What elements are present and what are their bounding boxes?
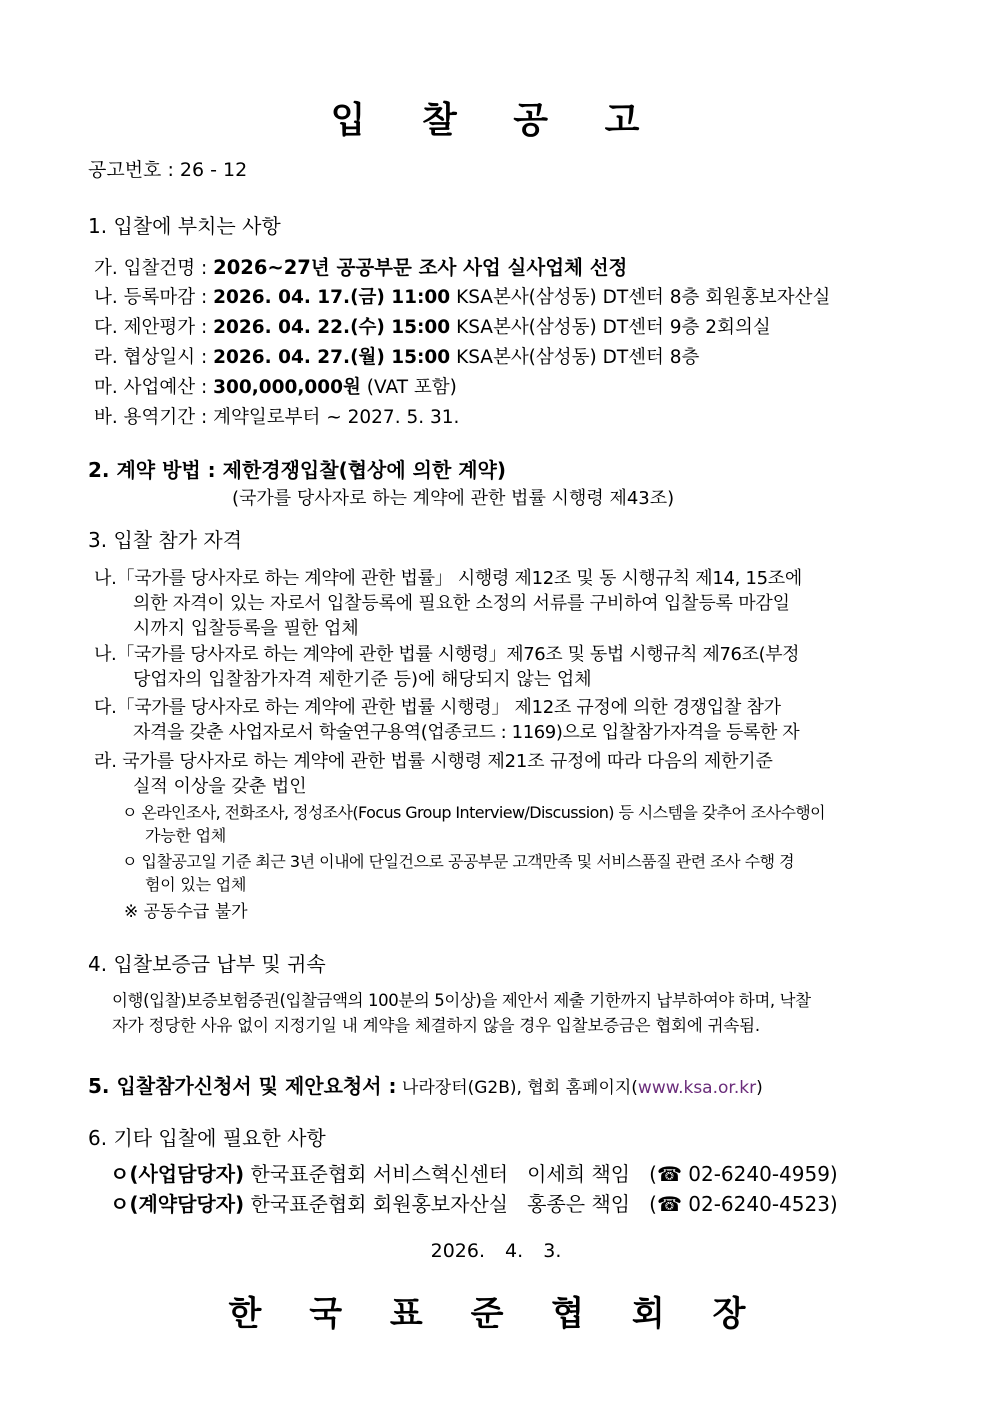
contact-text: 한국표준협회 회원홍보자산실 홍종은 책임 (☎ 02-6240-4523) [244, 1192, 838, 1216]
requirement-bullet: 험이 있는 업체 [145, 875, 247, 894]
requirement-bullet: 가능한 업체 [145, 826, 227, 845]
deposit-line: 자가 정당한 사유 없이 지정기일 내 계약을 체결하지 않을 경우 입찰보증금은 협회에 귀속됨. [112, 1016, 760, 1035]
qualification-line: 의한 자격이 있는 자로서 입찰등록에 필요한 소정의 서류를 구비하여 입찰등록 마감일 [133, 593, 790, 614]
section2-heading: 2. 계약 방법 : 제한경쟁입찰(협상에 의한 계약) [88, 458, 507, 482]
item-service-period [94, 403, 459, 429]
item-value: 300,000,000원 [213, 377, 361, 398]
item-proposal-evaluation [94, 313, 771, 339]
item-extra: (VAT 포함) [360, 377, 457, 398]
section2-note: (국가를 당사자로 하는 계약에 관한 법률 시행령 제43조) [232, 488, 675, 509]
item-extra: KSA본사(삼성동) DT센터 9층 2회의실 [450, 317, 771, 338]
contact-text: 한국표준협회 서비스혁신센터 이세희 책임 (☎ 02-6240-4959) [244, 1162, 838, 1186]
qualification-line: 시까지 입찰등록을 필한 업체 [133, 618, 359, 639]
contact-business [110, 1158, 838, 1187]
item-label: 다. 제안평가 : [94, 317, 214, 338]
section5-close: ) [756, 1078, 763, 1098]
notice-number: 공고번호 : 26 - 12 [88, 159, 248, 181]
item-negotiation-date [94, 343, 699, 369]
section6-heading: 6. 기타 입찰에 필요한 사항 [88, 1126, 326, 1150]
joint-bid-footnote: ※ 공동수급 불가 [124, 902, 248, 922]
deposit-line: 이행(입찰)보증보험증권(입찰금액의 100분의 5이상)을 제안서 제출 기한까지 납부하여야 하며, 낙찰 [112, 991, 811, 1010]
contact-role: ㅇ(사업담당자) [110, 1162, 245, 1186]
qualification-line: 라. 국가를 당사자로 하는 계약에 관한 법률 시행령 제21조 규정에 따라 다음의 제한기준 [94, 751, 773, 772]
item-label: 나. 등록마감 : [94, 287, 214, 308]
item-registration-deadline [94, 283, 830, 309]
notice-date: 2026. 4. 3. [430, 1240, 562, 1262]
requirement-bullet: ㅇ 온라인조사, 전화조사, 정성조사(Focus Group Interview/Discussion) 등 시스템을 갖추어 조사수행이 [122, 803, 826, 822]
item-value: 2026~27년 공공부문 조사 사업 실사업체 선정 [213, 256, 628, 279]
item-value: 2026. 04. 22.(수) 15:00 [213, 317, 451, 338]
item-label: 마. 사업예산 : [94, 377, 214, 398]
organization-signature: 한 국 표 준 협 회 장 [228, 1294, 764, 1334]
item-bid-name [94, 252, 627, 280]
qualification-line: 나.「국가를 당사자로 하는 계약에 관한 법률」 시행령 제12조 및 동 시행규칙 제14, 15조에 [94, 568, 802, 589]
item-value: 2026. 04. 27.(월) 15:00 [213, 347, 451, 368]
qualification-line: 자격을 갖춘 사업자로서 학술연구용역(업종코드 : 1169)으로 입찰참가자격을 등록한 자 [133, 722, 800, 743]
item-extra: KSA본사(삼성동) DT센터 8층 회원홍보자산실 [450, 287, 831, 308]
contact-contract [110, 1188, 838, 1217]
item-label: 가. 입찰건명 : [94, 258, 214, 279]
item-value: 2026. 04. 17.(금) 11:00 [213, 287, 451, 308]
section5-heading: 5. 입찰참가신청서 및 제안요청서 : [88, 1074, 397, 1098]
item-budget [94, 373, 457, 399]
section5-text: 나라장터(G2B), 협회 홈페이지( [396, 1078, 638, 1098]
contact-role: ㅇ(계약담당자) [110, 1192, 245, 1216]
section3-heading: 3. 입찰 참가 자격 [88, 528, 243, 552]
section1-heading: 1. 입찰에 부치는 사항 [88, 214, 281, 238]
item-extra: KSA본사(삼성동) DT센터 8층 [450, 347, 700, 368]
section5-line [88, 1070, 763, 1099]
item-label: 라. 협상일시 : [94, 347, 214, 368]
qualification-line: 실적 이상을 갖춘 법인 [133, 776, 307, 797]
item-extra: 계약일로부터 ~ 2027. 5. 31. [213, 407, 460, 428]
requirement-bullet: ㅇ 입찰공고일 기준 최근 3년 이내에 단일건으로 공공부문 고객만족 및 서비스품질 관련 조사 수행 경 [122, 852, 795, 871]
qualification-line: 다.「국가를 당사자로 하는 계약에 관한 법률 시행령」 제12조 규정에 의한 경쟁입찰 참가 [94, 697, 781, 718]
qualification-line: 당업자의 입찰참가자격 제한기준 등)에 해당되지 않는 업체 [133, 669, 592, 690]
qualification-line: 나.「국가를 당사자로 하는 계약에 관한 법률 시행령」제76조 및 동법 시행규칙 제76조(부정 [94, 644, 800, 665]
section4-heading: 4. 입찰보증금 납부 및 귀속 [88, 952, 326, 976]
homepage-link[interactable]: www.ksa.or.kr [637, 1078, 757, 1098]
item-label: 바. 용역기간 : [94, 407, 214, 428]
document-title: 입 찰 공 고 [330, 99, 662, 141]
